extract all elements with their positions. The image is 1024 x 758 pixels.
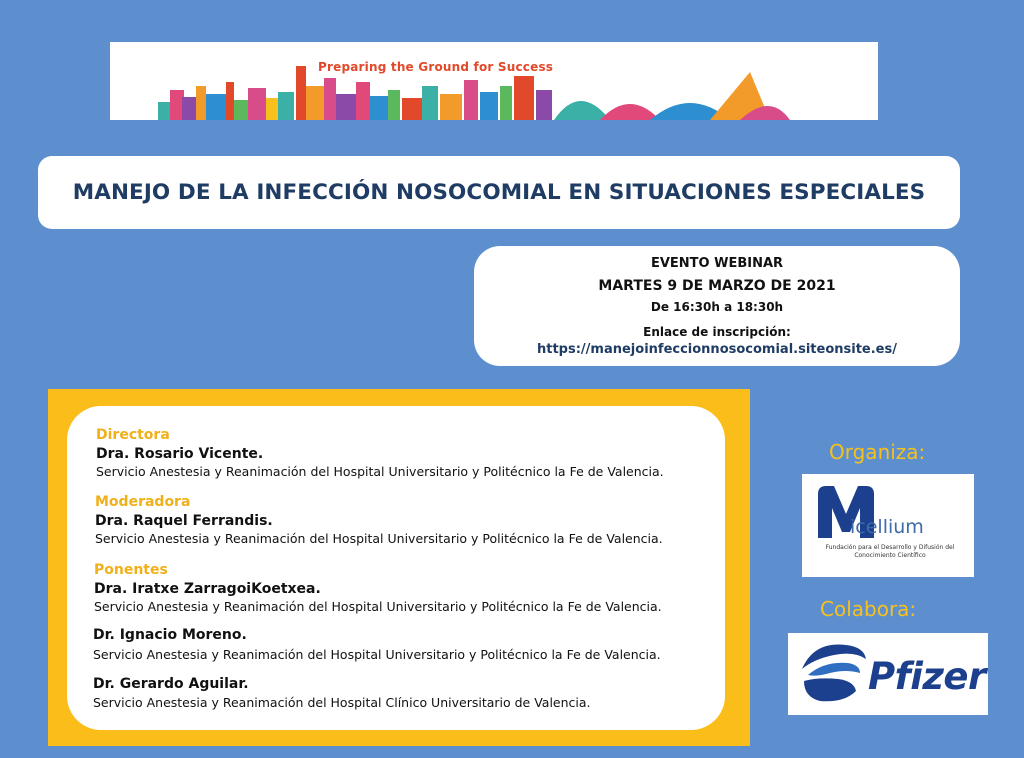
- header-banner: [110, 42, 878, 120]
- directora-name: Dra. Rosario Vicente.: [96, 446, 264, 462]
- micellium-wordmark: icellium: [850, 516, 924, 538]
- ponentes-label: Ponentes: [94, 562, 168, 578]
- moderadora-label: Moderadora: [95, 494, 191, 510]
- registration-link[interactable]: https://manejoinfeccionnosocomial.siteonsite.es/: [537, 342, 897, 357]
- speakers-card: [67, 406, 725, 730]
- ponente-name: Dr. Ignacio Moreno.: [93, 627, 247, 643]
- directora-label: Directora: [96, 427, 170, 443]
- directora-affiliation: Servicio Anestesia y Reanimación del Hospital Universitario y Politécnico la Fe de Valencia.: [96, 464, 664, 479]
- event-type: EVENTO WEBINAR: [650, 256, 784, 271]
- event-title: MANEJO DE LA INFECCIÓN NOSOCOMIAL EN SITUACIONES ESPECIALES: [72, 180, 926, 205]
- title-card: [38, 156, 960, 229]
- ponente-affiliation: Servicio Anestesia y Reanimación del Hospital Universitario y Politécnico la Fe de Valencia.: [94, 599, 662, 614]
- banner-tagline: Preparing the Ground for Success: [318, 60, 554, 74]
- pfizer-wordmark: Pfizer: [868, 655, 986, 698]
- ponente-name: Dra. Iratxe ZarragoiKoetxea.: [94, 581, 321, 597]
- micellium-subtitle: Fundación para el Desarrollo y Difusión del Conocimiento Científico: [825, 544, 955, 559]
- ponente-name: Dr. Gerardo Aguilar.: [93, 676, 249, 692]
- moderadora-affiliation: Servicio Anestesia y Reanimación del Hospital Universitario y Politécnico la Fe de Valencia.: [95, 531, 663, 546]
- city-skyline-illustration: [110, 42, 878, 120]
- ponente-affiliation: Servicio Anestesia y Reanimación del Hospital Universitario y Politécnico la Fe de Valencia.: [93, 647, 661, 662]
- colabora-label: Colabora:: [820, 597, 917, 621]
- registration-label: Enlace de inscripción:: [643, 325, 791, 339]
- event-info-card: [474, 246, 960, 366]
- organiza-label: Organiza:: [829, 440, 926, 464]
- micellium-logo: [802, 474, 974, 577]
- event-time: De 16:30h a 18:30h: [650, 300, 784, 314]
- ponente-affiliation: Servicio Anestesia y Reanimación del Hospital Clínico Universitario de Valencia.: [93, 695, 591, 710]
- moderadora-name: Dra. Raquel Ferrandis.: [95, 513, 273, 529]
- pfizer-helix-icon: [794, 639, 870, 709]
- pfizer-logo: [788, 633, 988, 715]
- event-date: MARTES 9 DE MARZO DE 2021: [598, 278, 836, 294]
